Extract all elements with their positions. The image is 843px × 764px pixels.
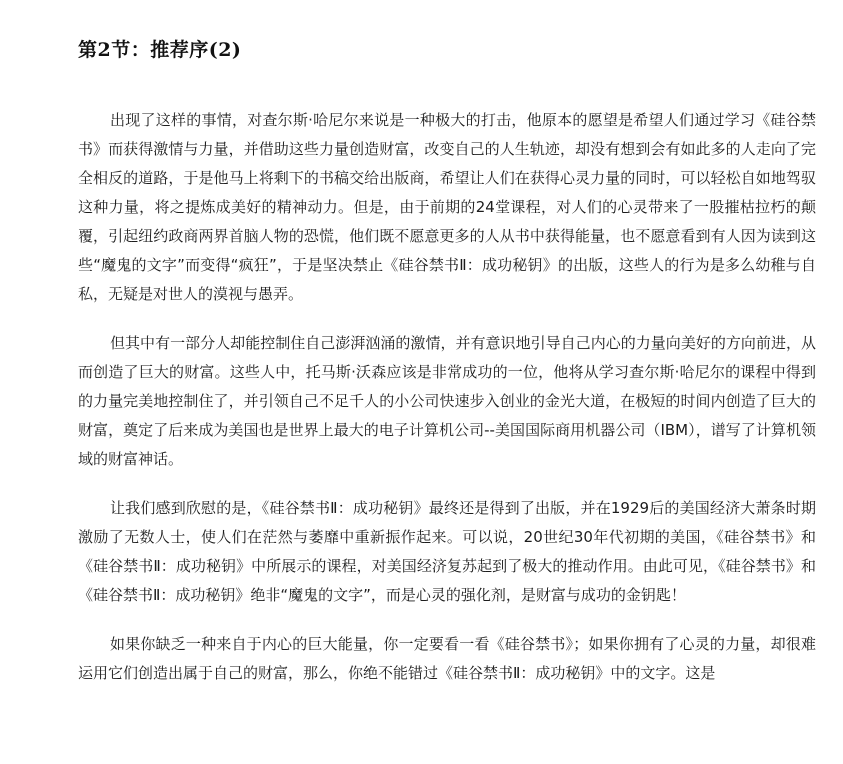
paragraph-1: 出现了这样的事情，对查尔斯·哈尼尔来说是一种极大的打击，他原本的愿望是希望人们通过学习《硅谷禁书》而获得激情与力量，并借助这些力量创造财富，改变自己的人生轨迹，却没有想到会有如此多的人走向了完全相反的道路，于是他马上将剩下的书稿交给出版商，希望让人们在获得心灵力量的同时，可以轻松自如地驾驭这种力量，将之提炼成美好的精神动力。但是，由于前期的24堂课程，对人们的心灵带来了一股摧枯拉朽的颠覆，引起纽约政商两界首脑人物的恐慌，他们既不愿意更多的人从书中获得能量，也不愿意看到有人因为读到这些“魔鬼的文字”而变得“疯狂”，于是坚决禁止《硅谷禁书Ⅱ：成功秘钥》的出版，这些人的行为是多么幼稚与自私，无疑是对世人的漠视与愚弄。 <box>78 111 816 303</box>
paragraph-4: 如果你缺乏一种来自于内心的巨大能量，你一定要看一看《硅谷禁书》；如果你拥有了心灵的力量，却很难运用它们创造出属于自己的财富，那么，你绝不能错过《硅谷禁书Ⅱ：成功秘钥》中的文字。这是 <box>78 635 816 682</box>
article-body <box>78 106 816 708</box>
section-title: 第2节：推荐序(2) <box>78 39 242 61</box>
paragraph-2: 但其中有一部分人却能控制住自己澎湃汹涌的激情，并有意识地引导自己内心的力量向美好的方向前进，从而创造了巨大的财富。这些人中，托马斯·沃森应该是非常成功的一位，他将从学习查尔斯·哈尼尔的课程中得到的力量完美地控制住了，并引领自己不足千人的小公司快速步入创业的金光大道，在极短的时间内创造了巨大的财富，奠定了后来成为美国也是世界上最大的电子计算机公司--美国国际商用机器公司（IBM），谱写了计算机领域的财富神话。 <box>78 334 816 468</box>
paragraph-3: 让我们感到欣慰的是，《硅谷禁书Ⅱ：成功秘钥》最终还是得到了出版，并在1929后的美国经济大萧条时期激励了无数人士，使人们在茫然与萎靡中重新振作起来。可以说，20世纪30年代初期的美国，《硅谷禁书》和《硅谷禁书Ⅱ：成功秘钥》中所展示的课程，对美国经济复苏起到了极大的推动作用。由此可见，《硅谷禁书》和《硅谷禁书Ⅱ：成功秘钥》绝非“魔鬼的文字”，而是心灵的强化剂，是财富与成功的金钥匙！ <box>78 499 816 604</box>
